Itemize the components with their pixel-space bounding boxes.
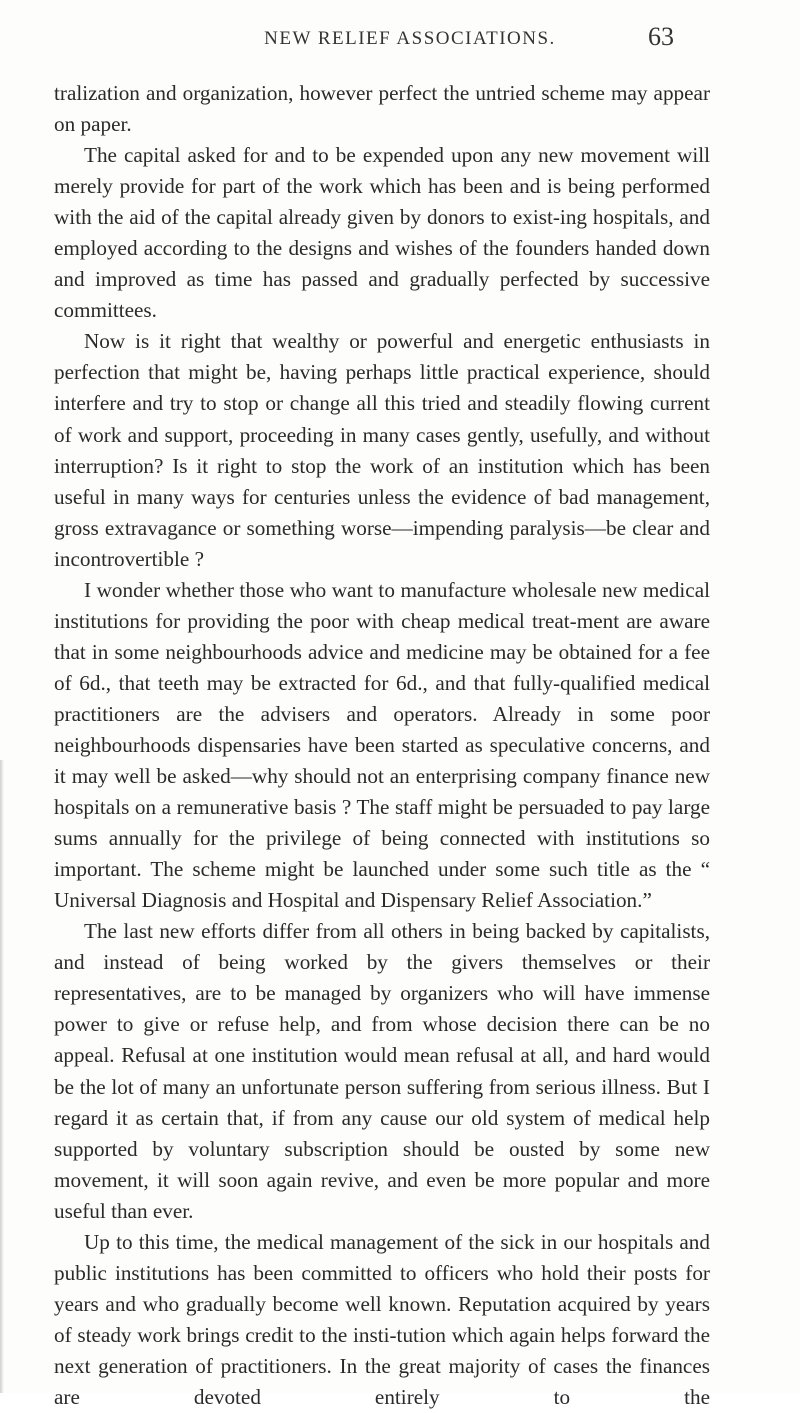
paragraph-wealthy-enthusiasts: Now is it right that wealthy or powerful and energetic enthusiasts in perfection that might be, having perhaps little practical experience, should interfere and try to stop or change all this tried and steadily flowing current of work and support, proceeding in many cases gently, usefully, and without interruption? Is it right to stop the work of an institution which has been useful in many ways for centuries unless the evidence of bad management, gross extravagance or something worse—impending paralysis—be clear and incontrovertible ? bbox=[54, 329, 710, 571]
paragraph-wholesale-institutions: I wonder whether those who want to manufacture wholesale new medical institutions for providing the poor with cheap medical treat-ment are aware that in some neighbourhoods advice and medicine may be obtained for a fee of 6d., that teeth may be extracted for 6d., and that fully-qualified medical practitioners are the advisers and operators. Already in some poor neighbourhoods dispensaries have been started as speculative concerns, and it may well be asked—why should not an enterprising company finance new hospitals on a remunerative basis ? The staff might be persuaded to pay large sums annually for the privilege of being connected with institutions so important. The scheme might be launched under some such title as the “ Universal Diagnosis and Hospital and Dispensary Relief Association.” bbox=[54, 577, 710, 913]
paragraph-medical-management: Up to this time, the medical management of the sick in our hospitals and public institutions has been committed to officers who hold their posts for years and who gradually become well known. Reputation acquired by years of steady work brings credit to the insti-tution which again helps forward the next generation of practitioners. In the great majority of cases the finances are devoted entirely to the bbox=[54, 1229, 710, 1409]
page-number: 63 bbox=[648, 22, 674, 51]
binding-shadow bbox=[0, 760, 4, 1393]
paragraph-capital-asked: The capital asked for and to be expended upon any new movement will merely provide for part of the work which has been and is being performed with the aid of the capital already given by donors to exist-ing hospitals, and employed according to the designs and wishes of the founders handed down and improved as time has passed and gradually perfected by successive committees. bbox=[54, 143, 710, 323]
paragraph-continuation: tralization and organization, however perfect the untried scheme may appear on paper. bbox=[54, 81, 710, 137]
paragraph-capitalists: The last new efforts differ from all others in being backed by capitalists, and instead of being worked by the givers themselves or their representatives, are to be managed by organizers who will have immense power to give or refuse help, and from whose decision there can be no appeal. Refusal at one institution would mean refusal at all, and hard would be the lot of many an unfortunate person suffering from serious illness. But I regard it as certain that, if from any cause our old system of medical help supported by voluntary subscription should be ousted by some new movement, it will soon again revive, and even be more popular and more useful than ever. bbox=[54, 919, 710, 1223]
running-header: NEW RELIEF ASSOCIATIONS. bbox=[264, 28, 556, 49]
body-text bbox=[54, 78, 710, 1413]
